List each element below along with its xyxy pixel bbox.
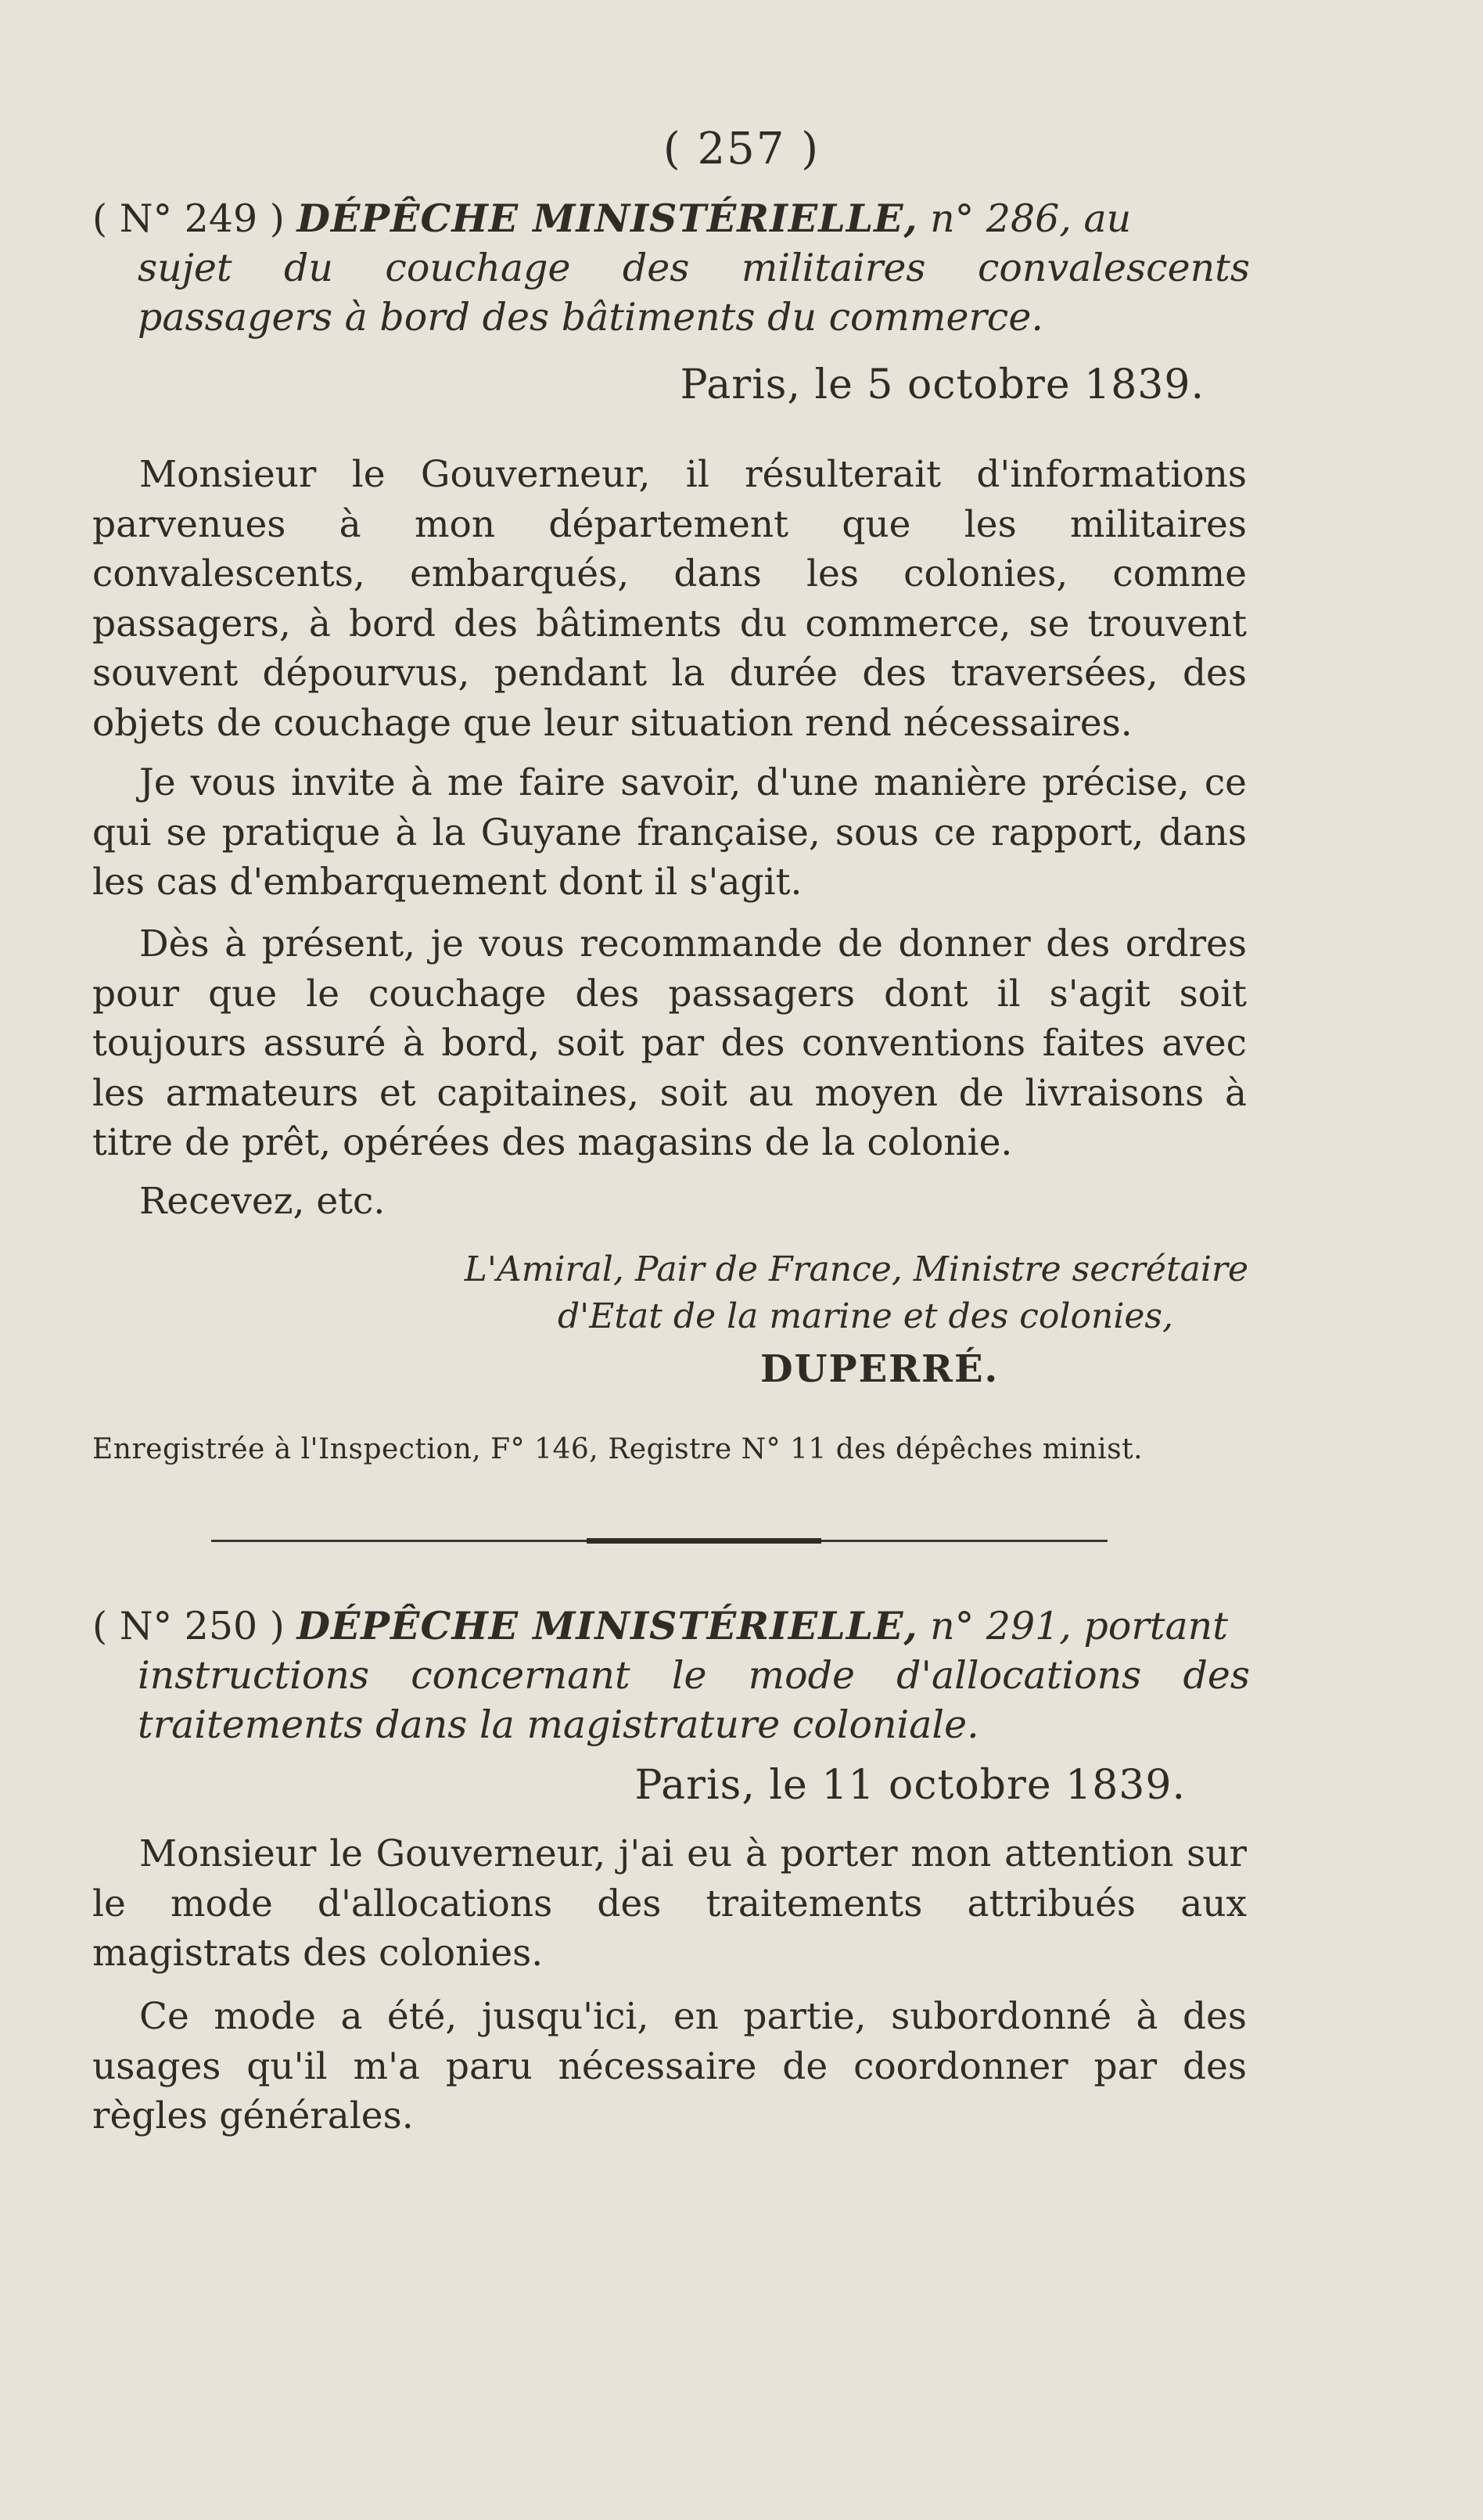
entry-1-paragraph-2: Je vous invite à me faire savoir, d'une manière précise, ce qui se pratique à la Guyane française, sous ce rapport, dans les cas d'embarquement dont il s'agit. — [92, 761, 1247, 904]
page-number: ( 257 ) — [663, 124, 820, 174]
entry-1-reference: n° 286, — [930, 196, 1072, 241]
entry-1-subject: sujet du couchage des militaires convalescents passagers à bord des bâtiments du commerce. — [138, 246, 1250, 340]
entry-2-heading — [92, 1602, 1250, 1749]
entry-1-title: DÉPÊCHE MINISTÉRIELLE, — [296, 196, 918, 241]
divider-ornament — [587, 1538, 821, 1544]
entry-1-heading — [92, 194, 1250, 342]
entry-2-paragraph-2: Ce mode a été, jusqu'ici, en partie, subordonné à des usages qu'il m'a paru nécessaire de coordonner par des règles générales. — [92, 1995, 1247, 2137]
entry-1-paragraph-1: Monsieur le Gouverneur, il résulterait d'informations parvenues à mon département que les militaires convalescents, embarqués, dans les colonies, comme passagers, à bord des bâtiments du commerce, se trouvent souvent dépourvus, pendant la durée des traversées, des objets de couchage que leur situation rend nécessaires. — [92, 453, 1247, 745]
entry-2-reference: n° 291, — [930, 1604, 1072, 1648]
entry-2-number: ( N° 250 ) — [92, 1604, 285, 1648]
section-divider — [211, 1540, 1108, 1542]
entry-1-closing: Recevez, etc. — [139, 1180, 386, 1223]
entry-1-date: Paris, le 5 octobre 1839. — [680, 361, 1205, 408]
entry-2-subject-first: portant — [1083, 1604, 1228, 1648]
entry-2-title: DÉPÊCHE MINISTÉRIELLE, — [296, 1603, 918, 1648]
entry-2-date: Paris, le 11 octobre 1839. — [634, 1762, 1186, 1809]
signature-role-line-1: L'Amiral, Pair de France, Ministre secrétaire — [464, 1249, 1248, 1289]
entry-2-paragraph-1: Monsieur le Gouverneur, j'ai eu à porter mon attention sur le mode d'allocations des traitements attribués aux magistrats des colonies. — [92, 1832, 1247, 1975]
signature-name: DUPERRÉ. — [760, 1347, 1000, 1391]
signature-role-line-2: d'Etat de la marine et des colonies, — [557, 1296, 1173, 1336]
entry-1-paragraph-3: Dès à présent, je vous recommande de donner des ordres pour que le couchage des passagers dont il s'agit soit toujours assuré à bord, soit par des conventions faites avec les armateurs et capitaines, soit au moyen de livraisons à titre de prêt, opérées des magasins de la colonie. — [92, 922, 1247, 1164]
registration-note: Enregistrée à l'Inspection, F° 146, Registre N° 11 des dépêches minist. — [92, 1433, 1144, 1465]
entry-1-number: ( N° 249 ) — [92, 196, 285, 241]
entry-1-subject-first: au — [1083, 196, 1132, 241]
entry-2-subject: instructions concernant le mode d'allocations des traitements dans la magistrature coloniale. — [138, 1653, 1250, 1747]
